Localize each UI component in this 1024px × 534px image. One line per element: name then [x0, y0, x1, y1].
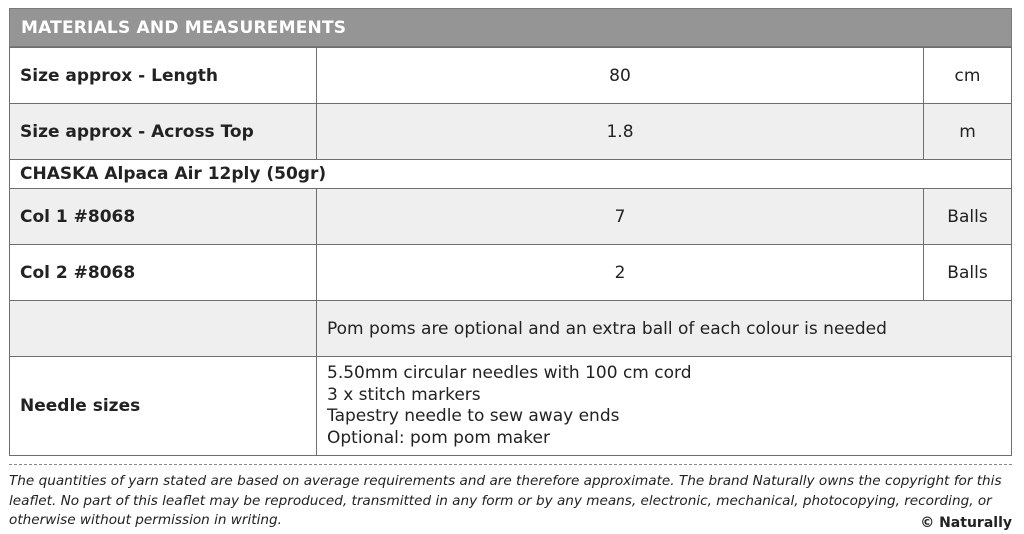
row-value: 1.8 [317, 104, 924, 160]
needle-item: 5.50mm circular needles with 100 cm cord [327, 363, 692, 383]
row-label: Size approx - Length [10, 48, 317, 104]
table-row-pompom-note [10, 301, 1012, 357]
table-row-across-top [10, 104, 1012, 160]
row-unit: cm [924, 48, 1012, 104]
row-unit: m [924, 104, 1012, 160]
row-label: Col 2 #8068 [10, 245, 317, 301]
needle-item: Tapestry needle to sew away ends [327, 406, 620, 426]
table-row-length [10, 48, 1012, 104]
row-value: 7 [317, 189, 924, 245]
footer [9, 464, 1012, 531]
section-header: MATERIALS AND MEASUREMENTS [9, 8, 1012, 47]
row-value: 2 [317, 245, 924, 301]
table-row-needles [10, 357, 1012, 456]
disclaimer-text: The quantities of yarn stated are based on average requirements and are therefore approximate. The brand Naturally owns the copyright for this leaflet. No part of this leaflet may be reproduced, transmitted in any form or by any means, electronic, mechanical, photocopying, recording, or otherwise without permission in writing. [9, 473, 1002, 528]
row-unit: Balls [924, 245, 1012, 301]
row-label: Col 1 #8068 [10, 189, 317, 245]
needle-list [317, 357, 1012, 456]
needle-item: Optional: pom pom maker [327, 427, 550, 448]
copyright-notice: © Naturally [920, 514, 1012, 531]
table-row-col1 [10, 189, 1012, 245]
row-value: 80 [317, 48, 924, 104]
materials-table-wrapper [9, 8, 1012, 456]
empty-cell [10, 301, 317, 357]
table-row-col2 [10, 245, 1012, 301]
materials-table [9, 47, 1012, 456]
pompom-note: Pom poms are optional and an extra ball of each colour is needed [317, 301, 1012, 357]
row-unit: Balls [924, 189, 1012, 245]
needle-item: 3 x stitch markers [327, 384, 481, 405]
yarn-label: CHASKA Alpaca Air 12ply (50gr) [10, 160, 1012, 189]
row-label: Needle sizes [10, 357, 317, 456]
row-label: Size approx - Across Top [10, 104, 317, 160]
table-row-yarn [10, 160, 1012, 189]
